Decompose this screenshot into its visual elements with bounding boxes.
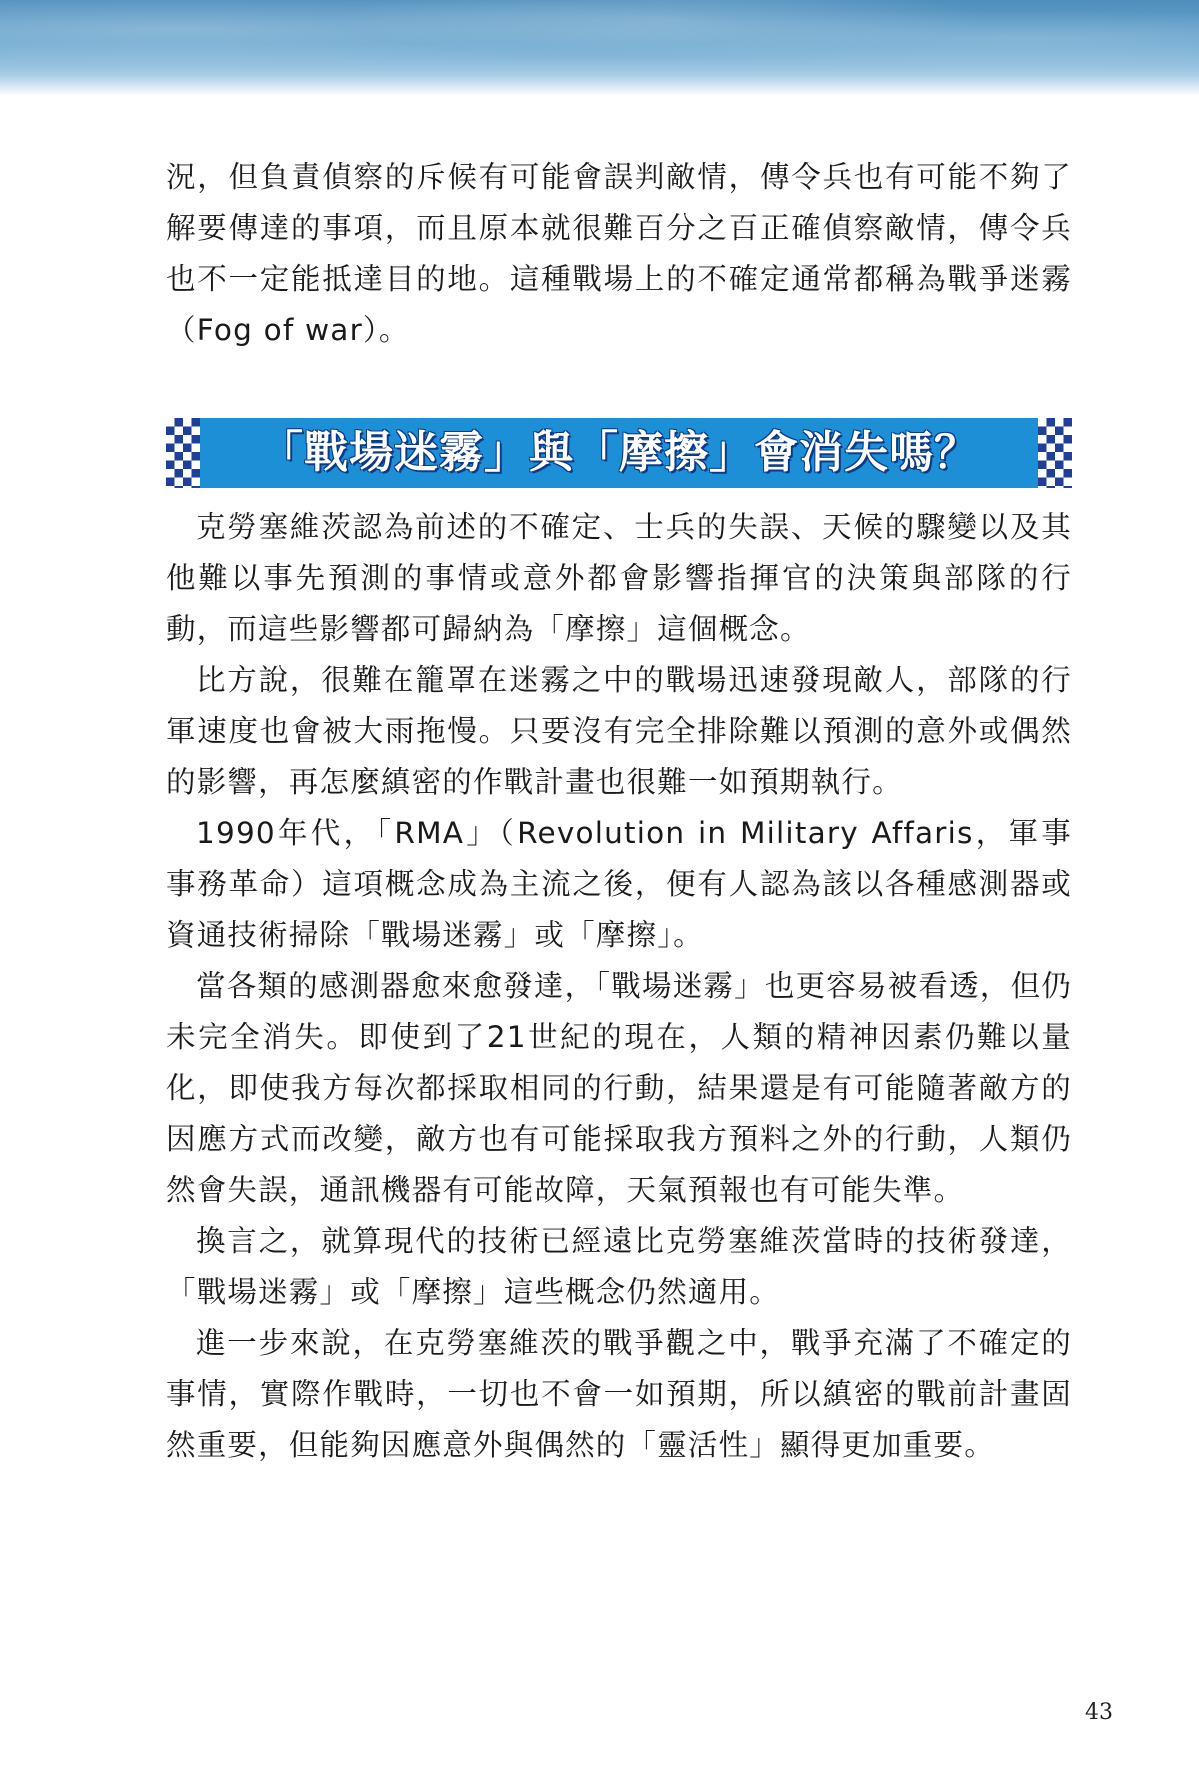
checker-pattern-left bbox=[166, 418, 200, 488]
intro-paragraph: 況，但負責偵察的斥候有可能會誤判敵情，傳令兵也有可能不夠了解要傳達的事項，而且原本就很難百分之百正確偵察敵情，傳令兵也不一定能抵達目的地。這種戰場上的不確定通常都稱為戰爭迷霧（Fog of war）。 bbox=[166, 160, 1072, 347]
paragraph: 1990年代，「RMA」（Revolution in Military Affaris，軍事事務革命）這項概念成為主流之後，便有人認為該以各種感測器或資通技術掃除「戰場迷霧」或「摩擦」。 bbox=[166, 816, 1072, 952]
paragraph: 克勞塞維茨認為前述的不確定、士兵的失誤、天候的驟變以及其他難以事先預測的事情或意外都會影響指揮官的決策與部隊的行動，而這些影響都可歸納為「摩擦」這個概念。 bbox=[166, 510, 1072, 646]
paragraph: 當各類的感測器愈來愈發達，「戰場迷霧」也更容易被看透，但仍未完全消失。即使到了21世紀的現在，人類的精神因素仍難以量化，即使我方每次都採取相同的行動，結果還是有可能隨著敵方的因應方式而改變，敵方也有可能採取我方預料之外的行動，人類仍然會失誤，通訊機器有可能故障，天氣預報也有可能失準。 bbox=[166, 969, 1072, 1207]
paragraph: 換言之，就算現代的技術已經遠比克勞塞維茨當時的技術發達，「戰場迷霧」或「摩擦」這些概念仍然適用。 bbox=[166, 1224, 1072, 1309]
page-number: 43 bbox=[1085, 1700, 1113, 1725]
main-text bbox=[166, 502, 1072, 1471]
paragraph: 進一步來說，在克勞塞維茨的戰爭觀之中，戰爭充滿了不確定的事情，實際作戰時，一切也不會一如預期，所以縝密的戰前計畫固然重要，但能夠因應意外與偶然的「靈活性」顯得更加重要。 bbox=[166, 1326, 1072, 1462]
section-heading-bar bbox=[166, 418, 1072, 488]
checker-pattern-right bbox=[1038, 418, 1072, 488]
paragraph: 比方說，很難在籠罩在迷霧之中的戰場迅速發現敵人，部隊的行軍速度也會被大雨拖慢。只要沒有完全排除難以預測的意外或偶然的影響，再怎麼縝密的作戰計畫也很難一如預期執行。 bbox=[166, 663, 1072, 799]
intro-text bbox=[166, 152, 1072, 356]
header-banner-image bbox=[0, 0, 1199, 96]
section-heading: 「戰場迷霧」與「摩擦」會消失嗎？ bbox=[200, 418, 1038, 488]
